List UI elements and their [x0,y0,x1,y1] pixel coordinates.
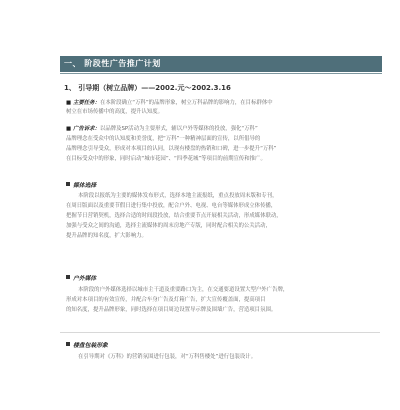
main-task-text-1: 在本阶段确立“万科”的品牌形象，树立万科品牌的影响力，在目标群体中 [99,100,273,106]
bullet-square-icon [66,275,70,279]
strategy-text-2: 品牌理念在受众中的认知度和美誉度，把“万科”一种精神层面的宣传，以所倡导的 [66,136,261,142]
strategy-label: ■ 广告诉求： [66,126,100,132]
strategy-text-4: 在目标受众中的形象，同时启动“城市花园”、“四季花城”等项目的前期宣传和推广。 [66,156,266,162]
strategy-line-1 [66,126,258,133]
strategy-text-3: 品牌理念引导受众，形成对本项目的认同，以现有楼盘的热销和口碑，进一步提升“万科” [66,146,277,152]
media-text-2: 在周日版面以及重要节假日进行集中投放，配合户外、电视、电台等媒体形成立体传播， [66,203,277,209]
bullet-square-icon [66,342,70,346]
media-text-1: 本阶段以报纸为主要的媒体发布形式，选择本地主流报纸，重点投放周末版和专刊， [78,193,278,199]
media-text-4: 加强与受众之间的沟通，选择主流媒体的周末房地产专版，同时配合相关的公关活动， [66,223,271,229]
main-task-text-2: 树立在市场传播中的高度，提升认知度。 [66,109,164,115]
phase-heading: 1、 引导期（树立品牌）——2002.元～2002.3.16 [64,84,231,92]
section-title: 一、 阶段性广告推广计划 [64,59,161,68]
outdoor-text-2: 形成对本项目的有效宣传，并配合车身广告及灯箱广告，扩大宣传覆盖面，提高项目 [66,297,266,303]
media-text-5: 提升品牌的知名度，扩大影响力。 [66,233,147,239]
divider [60,332,380,333]
section-title-bar [60,56,382,72]
strategy-text-1: 以品牌及SP活动为主要形式，辅以户外等媒体的投放，强化“万科” [99,126,258,132]
outdoor-text-3: 的知名度，提升品牌形象，同时选择在项目周边设置导示牌及围墙广告，营造项目氛围。 [66,307,277,313]
outdoor-section-title: 户外媒体 [66,273,96,282]
main-task-label: ■ 主要任务： [66,100,100,106]
promo-section-title: 楼盘包装形象 [66,340,108,349]
bullet-square-icon [66,182,70,186]
promo-text-1: 在引导期对《万科》的营销氛围进行包装，对“万科售楼处”进行包装设计。 [78,354,257,360]
media-text-3: 把握节日营销契机，选择合适的时间段投放，结合重要节点开展相关活动，形成媒体联动， [66,213,282,219]
media-section-title: 媒体选择 [66,180,96,189]
main-task-line-1 [66,100,273,107]
section-title-underline [60,73,382,74]
outdoor-text-1: 本阶段的户外媒体选择以城市主干道及重要路口为主，在交通要道设置大型户外广告牌， [78,287,289,293]
